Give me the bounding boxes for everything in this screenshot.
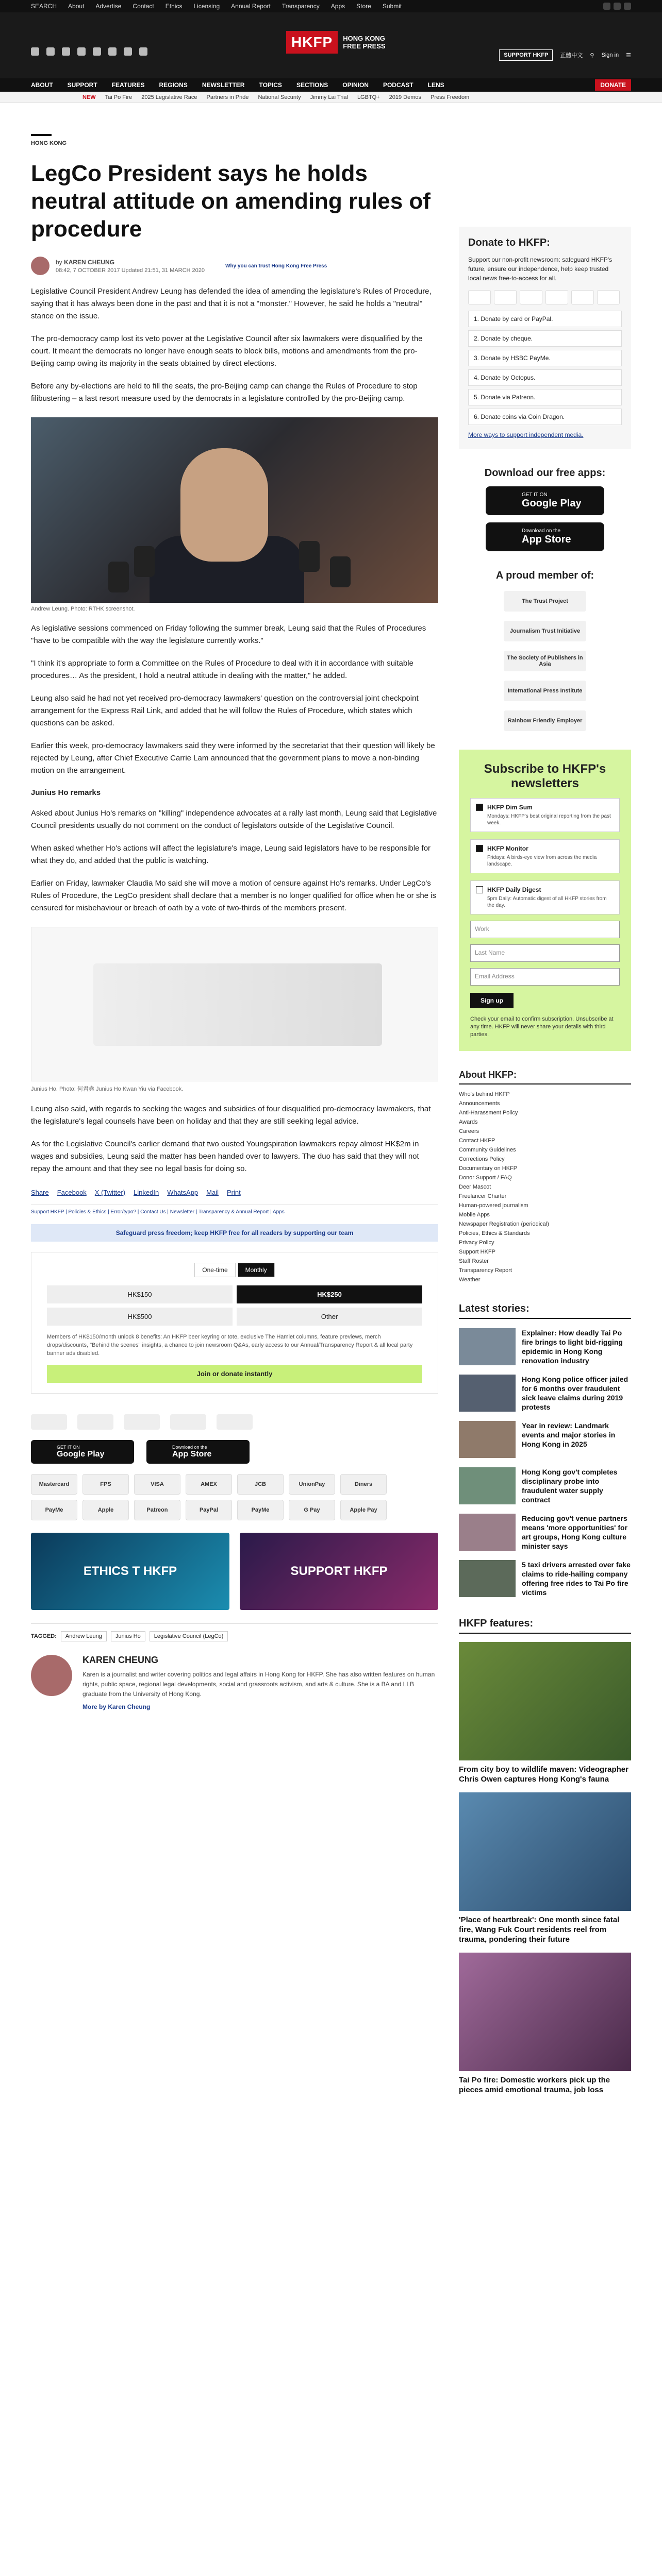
paragraph: Legislative Council President Andrew Leung has defended the idea of amending the legislature's Rules of Procedure, saying that it has always been done in the past and that it is not a "monster." However, he said he holds a "neutral" stance on the issue.	[31, 287, 432, 320]
feature-image[interactable]	[459, 1953, 631, 2071]
nav-sections[interactable]: SECTIONS	[296, 81, 328, 89]
amount-other[interactable]: Other	[237, 1308, 422, 1326]
payment-logo[interactable]: FPS	[82, 1474, 129, 1495]
about-link[interactable]: Weather	[459, 1277, 481, 1283]
amount-option[interactable]: HK$150	[47, 1285, 233, 1303]
about-link[interactable]: Staff Roster	[459, 1258, 489, 1264]
article-title: LegCo President says he holds neutral attitude on amending rules of procedure	[31, 161, 431, 242]
topbar-transparency[interactable]: Transparency	[282, 3, 320, 10]
apps-title: Download our free apps:	[484, 467, 606, 479]
about-link[interactable]: Community Guidelines	[459, 1147, 516, 1153]
monthly-option[interactable]: Monthly	[238, 1263, 275, 1277]
trust-badges	[31, 1414, 438, 1430]
sidebar-memberships	[459, 570, 631, 731]
share-x[interactable]: X (Twitter)	[94, 1189, 126, 1196]
telegram-icon[interactable]	[108, 47, 117, 56]
nav-support[interactable]: SUPPORT	[67, 81, 97, 89]
nav-topics[interactable]: TOPICS	[259, 81, 282, 89]
about-link[interactable]: Transparency Report	[459, 1267, 512, 1274]
article-dates: 08:42, 7 OCTOBER 2017 Updated 21:51, 31 MARCH 2020	[56, 267, 205, 274]
donate-widget	[31, 1252, 438, 1394]
promo-banners	[31, 1533, 438, 1610]
last-name-field[interactable]: Last Name	[470, 944, 620, 962]
sidebar-donate	[459, 227, 631, 449]
author-bio-box	[31, 1655, 438, 1710]
about-link[interactable]: Privacy Policy	[459, 1240, 494, 1246]
topbar-licensing[interactable]: Licensing	[193, 3, 220, 10]
article-photo-junius-ho	[31, 927, 438, 1081]
payment-logo[interactable]: Diners	[340, 1474, 387, 1495]
x-icon[interactable]	[614, 3, 621, 10]
signin-link[interactable]: Sign in	[601, 52, 619, 58]
donate-methods-list	[468, 311, 622, 425]
threads-icon[interactable]	[77, 47, 86, 56]
nav-regions[interactable]: REGIONS	[159, 81, 188, 89]
sidebar-payment-icons	[468, 290, 622, 304]
share-facebook[interactable]: Facebook	[57, 1189, 87, 1196]
logo-wordmark: HONG KONG FREE PRESS	[343, 35, 386, 50]
member-title: A proud member of:	[495, 570, 594, 581]
gpay-icon[interactable]	[597, 290, 620, 304]
payment-logo[interactable]: Patreon	[134, 1500, 180, 1520]
donate-method[interactable]: 6. Donate coins via Coin Dragon.	[468, 409, 622, 425]
about-link[interactable]: Human-powered journalism	[459, 1202, 528, 1209]
top-utility-bar	[0, 0, 662, 12]
photo-caption: Andrew Leung. Photo: RTHK screenshot.	[31, 606, 135, 612]
sidebar-about	[459, 1070, 631, 1284]
sidebar-apps	[459, 467, 631, 551]
sidebar-latest-stories	[459, 1303, 631, 1597]
share-whatsapp[interactable]: WhatsApp	[167, 1189, 198, 1196]
payment-logo[interactable]: Mastercard	[31, 1474, 77, 1495]
rainbow-employer-logo[interactable]	[217, 1414, 253, 1430]
trending-link[interactable]: Partners in Pride	[206, 94, 249, 100]
join-donate-button[interactable]: Join or donate instantly	[47, 1365, 422, 1383]
feature-item[interactable]	[459, 1642, 631, 1784]
photo-caption: Junius Ho. Photo: 何君堯 Junius Ho Kwan Yiu via Facebook.	[31, 1086, 184, 1092]
feature-title[interactable]: 'Place of heartbreak': One month since fatal fire, Wang Fuk Court residents reel from trauma, pondering their future	[459, 1916, 620, 1944]
support-hkfp-button[interactable]: SUPPORT HKFP	[499, 49, 553, 61]
membership-logo[interactable]: The Trust Project	[504, 591, 586, 612]
about-link[interactable]: Careers	[459, 1128, 479, 1134]
google-play-button[interactable]: GET IT ON Google Play	[31, 1440, 134, 1464]
story-title[interactable]: Year in review: Landmark events and major stories in Hong Kong in 2025	[522, 1421, 616, 1448]
newsletter-option[interactable]: HKFP Monitor Fridays: A birds-eye view from across the media landscape.	[470, 839, 620, 873]
nav-podcast[interactable]: PODCAST	[383, 81, 413, 89]
trending-link[interactable]: National Security	[258, 94, 301, 100]
nav-features[interactable]: FEATURES	[111, 81, 145, 89]
header-actions	[499, 49, 631, 61]
story-item[interactable]	[459, 1375, 631, 1412]
payment-logo[interactable]: PayMe	[31, 1500, 77, 1520]
story-item[interactable]	[459, 1328, 631, 1365]
topbar-store[interactable]: Store	[356, 3, 371, 10]
byline-by: by	[56, 258, 62, 266]
instagram-icon[interactable]	[624, 3, 631, 10]
about-link[interactable]: Documentary on HKFP	[459, 1165, 518, 1172]
article-body	[31, 285, 438, 1175]
app-store-button[interactable]: Download on the App Store	[146, 1440, 250, 1464]
x-icon[interactable]	[46, 47, 55, 56]
newsletter-option[interactable]: HKFP Daily Digest 5pm Daily: Automatic digest of all HKFP stories from the day.	[470, 880, 620, 914]
topbar-submit[interactable]: Submit	[382, 3, 402, 10]
topbar-advertise[interactable]: Advertise	[95, 3, 122, 10]
story-item[interactable]	[459, 1421, 631, 1458]
donate-method[interactable]: 1. Donate by card or PayPal.	[468, 311, 622, 327]
payment-logo[interactable]: PayPal	[186, 1500, 232, 1520]
about-link[interactable]: Policies, Ethics & Standards	[459, 1230, 530, 1236]
article-footer-links[interactable]: Support HKFP | Policies & Ethics | Error/typo? | Contact Us | Newsletter | Transparency & Annual Report | Apps	[31, 1205, 438, 1215]
amount-option-selected[interactable]: HK$250	[237, 1285, 422, 1303]
facebook-icon[interactable]	[603, 3, 610, 10]
support-banner[interactable]: SUPPORT HKFP	[240, 1533, 438, 1610]
story-thumbnail[interactable]	[459, 1328, 516, 1365]
trending-link[interactable]: 2019 Demos	[389, 94, 422, 100]
paragraph: Asked about Junius Ho's remarks on "killing" independence advocates at a rally last month, Leung said that Legislative Council presidents usually do not comment on the conduct of legislators outside of the Legislative Council.	[31, 809, 437, 830]
instagram-icon[interactable]	[62, 47, 70, 56]
about-links	[459, 1090, 631, 1284]
payment-logo[interactable]: UnionPay	[289, 1474, 335, 1495]
visa-icon[interactable]	[494, 290, 517, 304]
about-link[interactable]: Anti-Harassment Policy	[459, 1110, 518, 1116]
story-title[interactable]: 5 taxi drivers arrested over fake claims to ride-hailing company offering free rides to Tai Po fire victims	[522, 1561, 631, 1597]
email-field[interactable]: Email Address	[470, 968, 620, 986]
features-title: HKFP features:	[459, 1618, 631, 1634]
topbar-social-icons	[603, 3, 631, 10]
share-label: Share	[31, 1189, 49, 1196]
topbar-contact[interactable]: Contact	[133, 3, 154, 10]
more-ways-link[interactable]: More ways to support independent media.	[468, 431, 584, 438]
trust-link[interactable]: Why you can trust Hong Kong Free Press	[225, 263, 327, 269]
story-title[interactable]: Explainer: How deadly Tai Po fire brings to light bid-rigging epidemic in Hong Kong renovation industry	[522, 1329, 623, 1365]
subscribe-title: Subscribe to HKFP's newsletters	[484, 762, 606, 790]
paragraph: Leung also said he had not yet received pro-democracy lawmakers' question on the controversial joint checkpoint arrangement for the Express Rail Link, and added that he will follow the Rules of Procedure, which states which questions can be asked.	[31, 694, 419, 727]
about-link[interactable]: Donor Support / FAQ	[459, 1175, 512, 1181]
payment-logo[interactable]: Apple	[82, 1500, 129, 1520]
nav-opinion[interactable]: OPINION	[342, 81, 369, 89]
latest-title: Latest stories:	[459, 1303, 631, 1319]
amount-option[interactable]: HK$500	[47, 1308, 233, 1326]
applepay-icon[interactable]	[571, 290, 594, 304]
more-by-author-link[interactable]: More by Karen Cheung	[82, 1703, 151, 1710]
about-link[interactable]: Contact HKFP	[459, 1138, 495, 1144]
feature-image[interactable]	[459, 1792, 631, 1911]
trending-link[interactable]: Jimmy Lai Trial	[310, 94, 348, 100]
linkedin-icon[interactable]	[139, 47, 147, 56]
youtube-icon[interactable]	[93, 47, 101, 56]
donate-method[interactable]: 3. Donate by HSBC PayMe.	[468, 350, 622, 366]
membership-logo[interactable]: The Society of Publishers in Asia	[504, 651, 586, 671]
one-time-option[interactable]: One-time	[194, 1263, 235, 1277]
paragraph: Earlier this week, pro-democracy lawmakers said they were informed by the secretariat that their question will likely be rejected by Leung, after Chief Executive Carrie Lam announced that the government plans to move a non-binding motion on the arrangement.	[31, 741, 435, 775]
payment-logo[interactable]: AMEX	[186, 1474, 232, 1495]
signup-button[interactable]: Sign up	[470, 993, 514, 1008]
share-linkedin[interactable]: LinkedIn	[134, 1189, 159, 1196]
sidebar	[459, 227, 631, 2095]
about-link[interactable]: Mobile Apps	[459, 1212, 490, 1218]
paragraph: As for the Legislative Council's earlier demand that two ousted Youngspiration lawmakers repay almost HK$2m in wages and subsidies, Leung said the matter has been handed over to lawyers. The duo has said that they will not repay the amount and that they see no legal basis for doing so.	[31, 1140, 419, 1173]
author-avatar[interactable]	[31, 257, 49, 275]
feature-image[interactable]	[459, 1642, 631, 1760]
newsletter-signup	[459, 750, 631, 1051]
article-column	[31, 134, 438, 1710]
feature-item[interactable]	[459, 1792, 631, 1944]
about-link[interactable]: Support HKFP	[459, 1249, 495, 1255]
paragraph: When asked whether Ho's actions will affect the legislature's image, Leung said legislators have to be responsible for what they do, and added that the public is watching.	[31, 844, 431, 865]
search-icon[interactable]: ⚲	[590, 52, 594, 59]
story-item[interactable]	[459, 1467, 631, 1504]
payment-logo[interactable]: JCB	[237, 1474, 284, 1495]
article-photo-andrew-leung	[31, 417, 438, 603]
about-link[interactable]: Deer Mascot	[459, 1184, 491, 1190]
trending-link[interactable]: LGBTQ+	[357, 94, 380, 100]
membership-logo[interactable]: Journalism Trust Initiative	[504, 621, 586, 641]
feature-item[interactable]	[459, 1953, 631, 2095]
author-avatar-large[interactable]	[31, 1655, 72, 1696]
story-title[interactable]: Hong Kong gov't completes disciplinary probe into fraudulent water supply contract	[522, 1468, 618, 1504]
nav-donate-button[interactable]: DONATE	[595, 79, 631, 91]
about-link[interactable]: Freelancer Charter	[459, 1193, 507, 1199]
about-link[interactable]: Corrections Policy	[459, 1156, 505, 1162]
social-links	[31, 47, 147, 56]
paragraph: "I think it's appropriate to form a Committee on the Rules of Procedure to deal with it in accordance with suitable procedures… As the president, I hold a neutral attitude in dealing with the matter," he added.	[31, 659, 413, 680]
tag[interactable]: Legislative Council (LegCo)	[150, 1631, 228, 1641]
sidebar-donate-text: Support our non-profit newsroom: safeguard HKFP's future, ensure our independence, help keep trusted local news free-to-access for all.	[468, 256, 613, 282]
payment-methods	[31, 1474, 438, 1520]
trending-link[interactable]: Tai Po Fire	[105, 94, 133, 100]
story-title[interactable]: Reducing gov't venue partners means 'more opportunities' for art groups, Hong Kong culture minister says	[522, 1514, 628, 1550]
topbar-apps[interactable]: Apps	[330, 3, 345, 10]
first-name-field[interactable]: Work	[470, 921, 620, 938]
tag[interactable]: Andrew Leung	[61, 1631, 107, 1641]
jti-logo[interactable]	[77, 1414, 113, 1430]
author-name[interactable]: KAREN CHEUNG	[64, 258, 115, 266]
feature-title[interactable]: Tai Po fire: Domestic workers pick up the pieces amid emotional trauma, job loss	[459, 2076, 610, 2094]
story-thumbnail[interactable]	[459, 1421, 516, 1458]
tags-label: TAGGED:	[31, 1633, 57, 1639]
membership-logo[interactable]: International Press Institute	[504, 681, 586, 701]
paragraph: The pro-democracy camp lost its veto power at the Legislative Council after six lawmakers were disqualified by the court. It meant the democrats no longer have enough seats to block bills, motions and amendments from the pro-Beijing camp owing its majority in the seats obtained by direct elections.	[31, 334, 423, 368]
paragraph: Leung also said, with regards to seeking the wages and subsidies of four disqualified pro-democracy lawmakers, that the legislature's legal counsels have been on holiday and that they are still seeking legal advice.	[31, 1105, 431, 1126]
amex-icon[interactable]	[520, 290, 542, 304]
tag-list	[31, 1623, 438, 1641]
topbar-ethics[interactable]: Ethics	[165, 3, 183, 10]
about-title: About HKFP:	[459, 1070, 631, 1084]
site-logo[interactable]	[286, 31, 400, 54]
main-nav	[0, 78, 662, 92]
ipi-logo[interactable]	[170, 1414, 206, 1430]
whatsapp-icon[interactable]	[124, 47, 132, 56]
author-bio-text: Karen is a journalist and writer covering politics and legal affairs in Hong Kong for HKFP. She has also written features on human rights, public space, regional legal developments, social and grassroots activism, and arts & culture. She is a BA and LLB graduate from the University of Hong Kong.	[82, 1671, 435, 1698]
payment-logo[interactable]: G Pay	[289, 1500, 335, 1520]
payment-logo[interactable]: Apple Pay	[340, 1500, 387, 1520]
frequency-toggle	[47, 1263, 422, 1277]
about-link[interactable]: Awards	[459, 1119, 478, 1125]
share-print[interactable]: Print	[227, 1189, 241, 1196]
trust-project-logo[interactable]	[31, 1414, 67, 1430]
subheading: Junius Ho remarks	[31, 788, 101, 797]
nav-lens[interactable]: LENS	[427, 81, 444, 89]
trending-bar	[0, 92, 662, 103]
story-title[interactable]: Hong Kong police officer jailed for 6 months over fraudulent sick leave claims during 2019 protests	[522, 1375, 628, 1411]
checkbox-checked-icon[interactable]	[476, 845, 483, 852]
paragraph: As legislative sessions commenced on Friday following the summer break, Leung said that the Rules of Procedures "have to be compatible with the way the legislature currently works."	[31, 624, 426, 645]
logo-mark: HKFP	[286, 31, 338, 54]
site-header	[0, 12, 662, 78]
checkbox-icon[interactable]	[476, 886, 483, 893]
about-link[interactable]: Announcements	[459, 1100, 500, 1107]
trending-new-label: NEW	[82, 94, 96, 100]
app-store-button[interactable]: Download on the App Store	[486, 522, 604, 551]
paragraph: Before any by-elections are held to fill the seats, the pro-Beijing camp can change the Rules of Procedure to stop filibustering – a last resort measure used by the democrats in a legislature controlled by the pro-Beijing camp.	[31, 382, 418, 403]
section-label[interactable]: HONG KONG	[31, 134, 52, 146]
press-freedom-banner[interactable]: Safeguard press freedom; keep HKFP free for all readers by supporting our team	[31, 1224, 438, 1242]
mastercard-icon[interactable]	[468, 290, 491, 304]
member-benefits-text: Members of HK$150/month unlock 8 benefits: An HKFP beer keyring or tote, exclusive The Hamlet columns, feature previews, merch drops/discounts, "Behind the scenes" insights, a chance to join newsroom Q&As, early access to our Annual/Transparency Report & all local party banner ads disabled.	[47, 1334, 413, 1357]
nav-newsletter[interactable]: NEWSLETTER	[202, 81, 245, 89]
nav-about[interactable]: ABOUT	[31, 81, 53, 89]
sidebar-donate-title: Donate to HKFP:	[468, 237, 550, 248]
trending-link[interactable]: 2025 Legislative Race	[141, 94, 197, 100]
paragraph: Earlier on Friday, lawmaker Claudia Mo said she will move a motion of censure against Ho's remarks. Under LegCo's Rules of Procedure, the LegCo president shall declare that a member is no longer qualified for office when he or she is censured for misbehaviour or breach of oath by a vote of two-thirds of the members present.	[31, 879, 437, 912]
checkbox-checked-icon[interactable]	[476, 804, 483, 811]
share-mail[interactable]: Mail	[206, 1189, 219, 1196]
amount-options	[47, 1285, 422, 1326]
story-thumbnail[interactable]	[459, 1467, 516, 1504]
story-item[interactable]	[459, 1514, 631, 1551]
subscribe-note: Check your email to confirm subscription. Unsubscribe at any time. HKFP will never share your details with third parties.	[470, 1016, 614, 1038]
membership-logo[interactable]: Rainbow Friendly Employer	[504, 710, 586, 731]
tag[interactable]: Junius Ho	[111, 1631, 145, 1641]
payment-logo[interactable]: PayMe	[237, 1500, 284, 1520]
sidebar-features	[459, 1618, 631, 2095]
story-thumbnail[interactable]	[459, 1560, 516, 1597]
topbar-search[interactable]: SEARCH	[31, 3, 57, 10]
feature-title[interactable]: From city boy to wildlife maven: Videographer Chris Owen captures Hong Kong's fauna	[459, 1765, 628, 1784]
app-store-row	[31, 1440, 438, 1464]
sopa-logo[interactable]	[124, 1414, 160, 1430]
paypal-icon[interactable]	[545, 290, 568, 304]
payment-logo[interactable]: VISA	[134, 1474, 180, 1495]
google-play-button[interactable]: GET IT ON Google Play	[486, 486, 604, 515]
ethics-banner[interactable]: ETHICS T HKFP	[31, 1533, 229, 1610]
topbar-annual-report[interactable]: Annual Report	[231, 3, 271, 10]
about-link[interactable]: Who's behind HKFP	[459, 1091, 510, 1097]
story-thumbnail[interactable]	[459, 1375, 516, 1412]
about-link[interactable]: Newspaper Registration (periodical)	[459, 1221, 549, 1227]
story-item[interactable]	[459, 1560, 631, 1597]
story-thumbnail[interactable]	[459, 1514, 516, 1551]
donate-method[interactable]: 4. Donate by Octopus.	[468, 369, 622, 386]
newsletter-option[interactable]: HKFP Dim Sum Mondays: HKFP's best original reporting from the past week.	[470, 798, 620, 832]
facebook-icon[interactable]	[31, 47, 39, 56]
trending-link[interactable]: Press Freedom	[431, 94, 470, 100]
share-row	[31, 1189, 438, 1196]
author-bio-name[interactable]: KAREN CHEUNG	[82, 1655, 159, 1665]
donate-method[interactable]: 2. Donate by cheque.	[468, 330, 622, 347]
language-link[interactable]: 正體中文	[560, 53, 583, 59]
byline	[31, 257, 438, 275]
menu-icon[interactable]: ☰	[626, 52, 631, 59]
topbar-about[interactable]: About	[68, 3, 85, 10]
donate-method[interactable]: 5. Donate via Patreon.	[468, 389, 622, 405]
